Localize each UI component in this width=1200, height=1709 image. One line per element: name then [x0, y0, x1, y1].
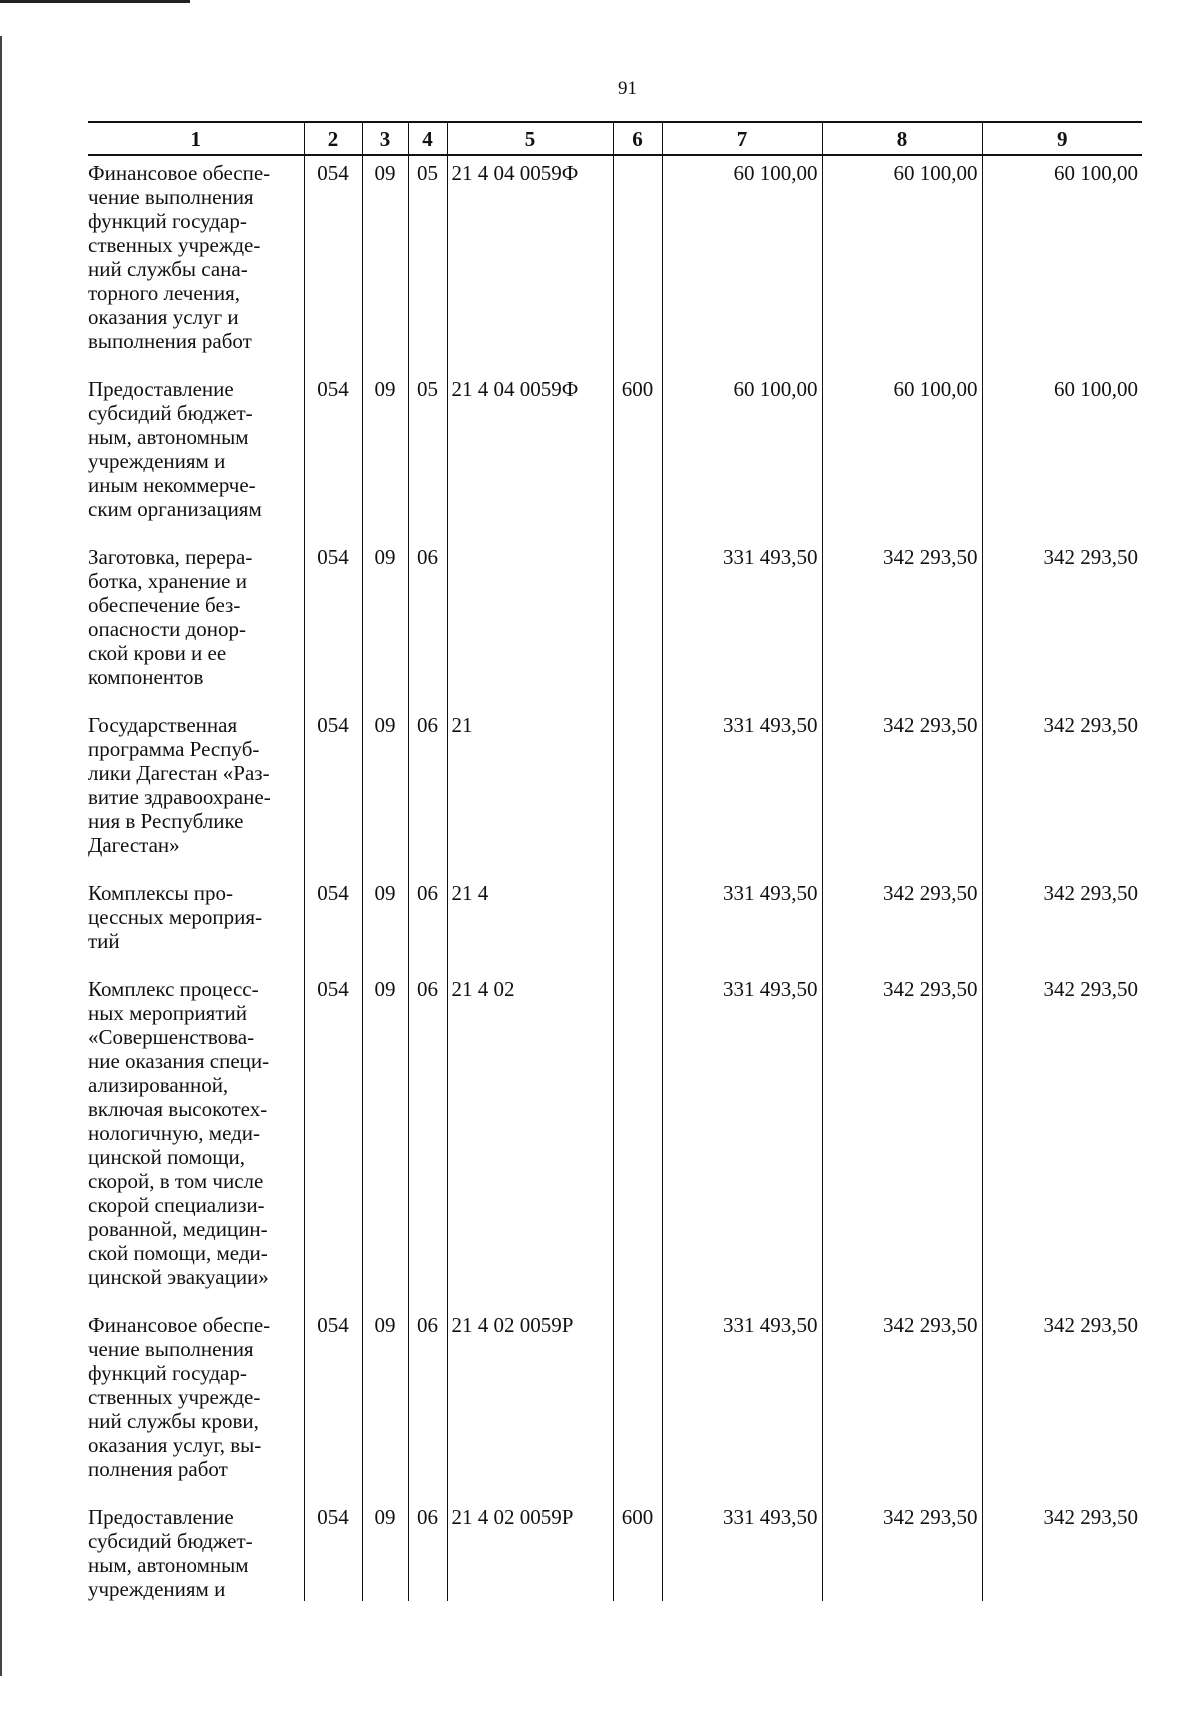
row-name-line: полнения работ [88, 1457, 228, 1481]
header-col-8: 8 [822, 122, 982, 155]
row-name [88, 971, 304, 1307]
cell-amount-year-1: 331 493,50 [662, 875, 822, 971]
cell-expense-type [613, 539, 662, 707]
row-name-line: функций государ- [88, 1361, 247, 1385]
row-name-line: выполнения работ [88, 329, 252, 353]
cell-expense-type: 600 [613, 1499, 662, 1601]
cell-subsection: 06 [408, 539, 447, 707]
row-name-line: торного лечения, [88, 281, 241, 305]
cell-section: 09 [362, 875, 408, 971]
header-col-4: 4 [408, 122, 447, 155]
row-name-line: Государственная [88, 713, 238, 737]
row-name-line: ний службы сана- [88, 257, 248, 281]
row-name-line: ализированной, [88, 1073, 229, 1097]
cell-section: 09 [362, 1307, 408, 1499]
row-name-line: Заготовка, перера- [88, 545, 253, 569]
cell-target-article: 21 4 02 0059Р [447, 1499, 613, 1601]
page-number: 91 [618, 78, 637, 99]
cell-ministry-code: 054 [304, 371, 362, 539]
row-name-line: оказания услуг и [88, 305, 239, 329]
cell-ministry-code: 054 [304, 707, 362, 875]
table-body [88, 155, 1142, 1601]
header-col-5: 5 [447, 122, 613, 155]
cell-amount-year-1: 331 493,50 [662, 1499, 822, 1601]
header-col-2: 2 [304, 122, 362, 155]
cell-subsection: 05 [408, 371, 447, 539]
row-name-line: ных мероприятий [88, 1001, 247, 1025]
cell-amount-year-3: 342 293,50 [982, 971, 1142, 1307]
cell-amount-year-1: 331 493,50 [662, 1307, 822, 1499]
cell-section: 09 [362, 707, 408, 875]
cell-subsection: 06 [408, 875, 447, 971]
scan-edge-left [0, 36, 2, 1676]
table-row [88, 371, 1142, 539]
cell-target-article: 21 4 04 0059Ф [447, 155, 613, 371]
row-name-line: Дагестан» [88, 833, 180, 857]
row-name-line: Комплексы про- [88, 881, 233, 905]
row-name-line: программа Респуб- [88, 737, 260, 761]
row-name-line: субсидий бюджет- [88, 401, 253, 425]
cell-amount-year-2: 342 293,50 [822, 1307, 982, 1499]
row-name-line: лики Дагестан «Раз- [88, 761, 270, 785]
table-row [88, 155, 1142, 371]
row-name [88, 875, 304, 971]
cell-expense-type [613, 707, 662, 875]
row-name-line: Предоставление [88, 377, 234, 401]
cell-amount-year-2: 342 293,50 [822, 539, 982, 707]
cell-ministry-code: 054 [304, 971, 362, 1307]
cell-ministry-code: 054 [304, 875, 362, 971]
table-row [88, 707, 1142, 875]
row-name-line: чение выполнения [88, 185, 254, 209]
cell-amount-year-1: 60 100,00 [662, 155, 822, 371]
row-name-line: субсидий бюджет- [88, 1529, 253, 1553]
row-name-line: учреждениям и [88, 1577, 226, 1601]
row-name-line: включая высокотех- [88, 1097, 268, 1121]
cell-section: 09 [362, 155, 408, 371]
row-name-line: оказания услуг, вы- [88, 1433, 262, 1457]
cell-amount-year-2: 342 293,50 [822, 875, 982, 971]
row-name-line: скорой специализи- [88, 1193, 265, 1217]
row-name-line: обеспечение без- [88, 593, 241, 617]
header-row [88, 122, 1142, 155]
header-col-6: 6 [613, 122, 662, 155]
cell-amount-year-3: 342 293,50 [982, 875, 1142, 971]
cell-amount-year-3: 342 293,50 [982, 539, 1142, 707]
cell-target-article: 21 4 02 [447, 971, 613, 1307]
table-row [88, 1499, 1142, 1601]
row-name-line: цинской эвакуации» [88, 1265, 269, 1289]
cell-amount-year-3: 342 293,50 [982, 1499, 1142, 1601]
row-name-line: ственных учрежде- [88, 1385, 261, 1409]
cell-ministry-code: 054 [304, 539, 362, 707]
cell-amount-year-2: 60 100,00 [822, 155, 982, 371]
cell-amount-year-3: 60 100,00 [982, 155, 1142, 371]
row-name-line: Комплекс процесс- [88, 977, 259, 1001]
cell-section: 09 [362, 1499, 408, 1601]
row-name [88, 539, 304, 707]
header-col-9: 9 [982, 122, 1142, 155]
cell-target-article: 21 [447, 707, 613, 875]
cell-target-article: 21 4 [447, 875, 613, 971]
cell-expense-type [613, 875, 662, 971]
row-name-line: Финансовое обеспе- [88, 1313, 271, 1337]
cell-section: 09 [362, 971, 408, 1307]
cell-expense-type [613, 155, 662, 371]
cell-amount-year-3: 342 293,50 [982, 1307, 1142, 1499]
row-name-line: ние оказания специ- [88, 1049, 270, 1073]
cell-amount-year-1: 331 493,50 [662, 971, 822, 1307]
cell-subsection: 06 [408, 1499, 447, 1601]
cell-amount-year-3: 342 293,50 [982, 707, 1142, 875]
row-name-line: ным, автономным [88, 425, 249, 449]
row-name [88, 1499, 304, 1601]
row-name-line: ния в Республике [88, 809, 244, 833]
table-row [88, 875, 1142, 971]
cell-expense-type [613, 971, 662, 1307]
cell-amount-year-2: 342 293,50 [822, 971, 982, 1307]
cell-amount-year-2: 342 293,50 [822, 707, 982, 875]
cell-amount-year-1: 331 493,50 [662, 539, 822, 707]
row-name-line: «Совершенствова- [88, 1025, 255, 1049]
header-col-3: 3 [362, 122, 408, 155]
cell-amount-year-1: 60 100,00 [662, 371, 822, 539]
cell-amount-year-1: 331 493,50 [662, 707, 822, 875]
row-name [88, 1307, 304, 1499]
cell-ministry-code: 054 [304, 1307, 362, 1499]
table-row [88, 539, 1142, 707]
row-name-line: нологичную, меди- [88, 1121, 261, 1145]
header-col-7: 7 [662, 122, 822, 155]
cell-subsection: 06 [408, 707, 447, 875]
scan-edge-top [0, 0, 190, 3]
row-name-line: ской крови и ее [88, 641, 227, 665]
row-name-line: ской помощи, меди- [88, 1241, 268, 1265]
row-name-line: рованной, медицин- [88, 1217, 268, 1241]
cell-ministry-code: 054 [304, 1499, 362, 1601]
row-name [88, 371, 304, 539]
row-name-line: учреждениям и [88, 449, 226, 473]
cell-target-article: 21 4 04 0059Ф [447, 371, 613, 539]
header-col-1: 1 [88, 122, 304, 155]
row-name-line: чение выполнения [88, 1337, 254, 1361]
row-name-line: цинской помощи, [88, 1145, 245, 1169]
row-name-line: функций государ- [88, 209, 247, 233]
table-row [88, 971, 1142, 1307]
cell-amount-year-2: 60 100,00 [822, 371, 982, 539]
cell-section: 09 [362, 539, 408, 707]
row-name-line: Предоставление [88, 1505, 234, 1529]
row-name-line: цессных мероприя- [88, 905, 263, 929]
row-name-line: витие здравоохране- [88, 785, 271, 809]
cell-amount-year-2: 342 293,50 [822, 1499, 982, 1601]
cell-expense-type: 600 [613, 371, 662, 539]
cell-subsection: 05 [408, 155, 447, 371]
cell-section: 09 [362, 371, 408, 539]
cell-subsection: 06 [408, 971, 447, 1307]
cell-target-article: 21 4 02 0059Р [447, 1307, 613, 1499]
row-name-line: ний службы крови, [88, 1409, 259, 1433]
row-name [88, 155, 304, 371]
row-name-line: ским организациям [88, 497, 262, 521]
budget-table [88, 121, 1142, 1601]
row-name-line: тий [88, 929, 120, 953]
row-name-line: Финансовое обеспе- [88, 161, 271, 185]
row-name [88, 707, 304, 875]
cell-expense-type [613, 1307, 662, 1499]
cell-ministry-code: 054 [304, 155, 362, 371]
row-name-line: ным, автономным [88, 1553, 249, 1577]
row-name-line: ственных учрежде- [88, 233, 261, 257]
cell-subsection: 06 [408, 1307, 447, 1499]
row-name-line: ботка, хранение и [88, 569, 247, 593]
cell-target-article [447, 539, 613, 707]
row-name-line: скорой, в том числе [88, 1169, 264, 1193]
row-name-line: компонентов [88, 665, 204, 689]
cell-amount-year-3: 60 100,00 [982, 371, 1142, 539]
row-name-line: иным некоммерче- [88, 473, 256, 497]
row-name-line: опасности донор- [88, 617, 247, 641]
table-row [88, 1307, 1142, 1499]
